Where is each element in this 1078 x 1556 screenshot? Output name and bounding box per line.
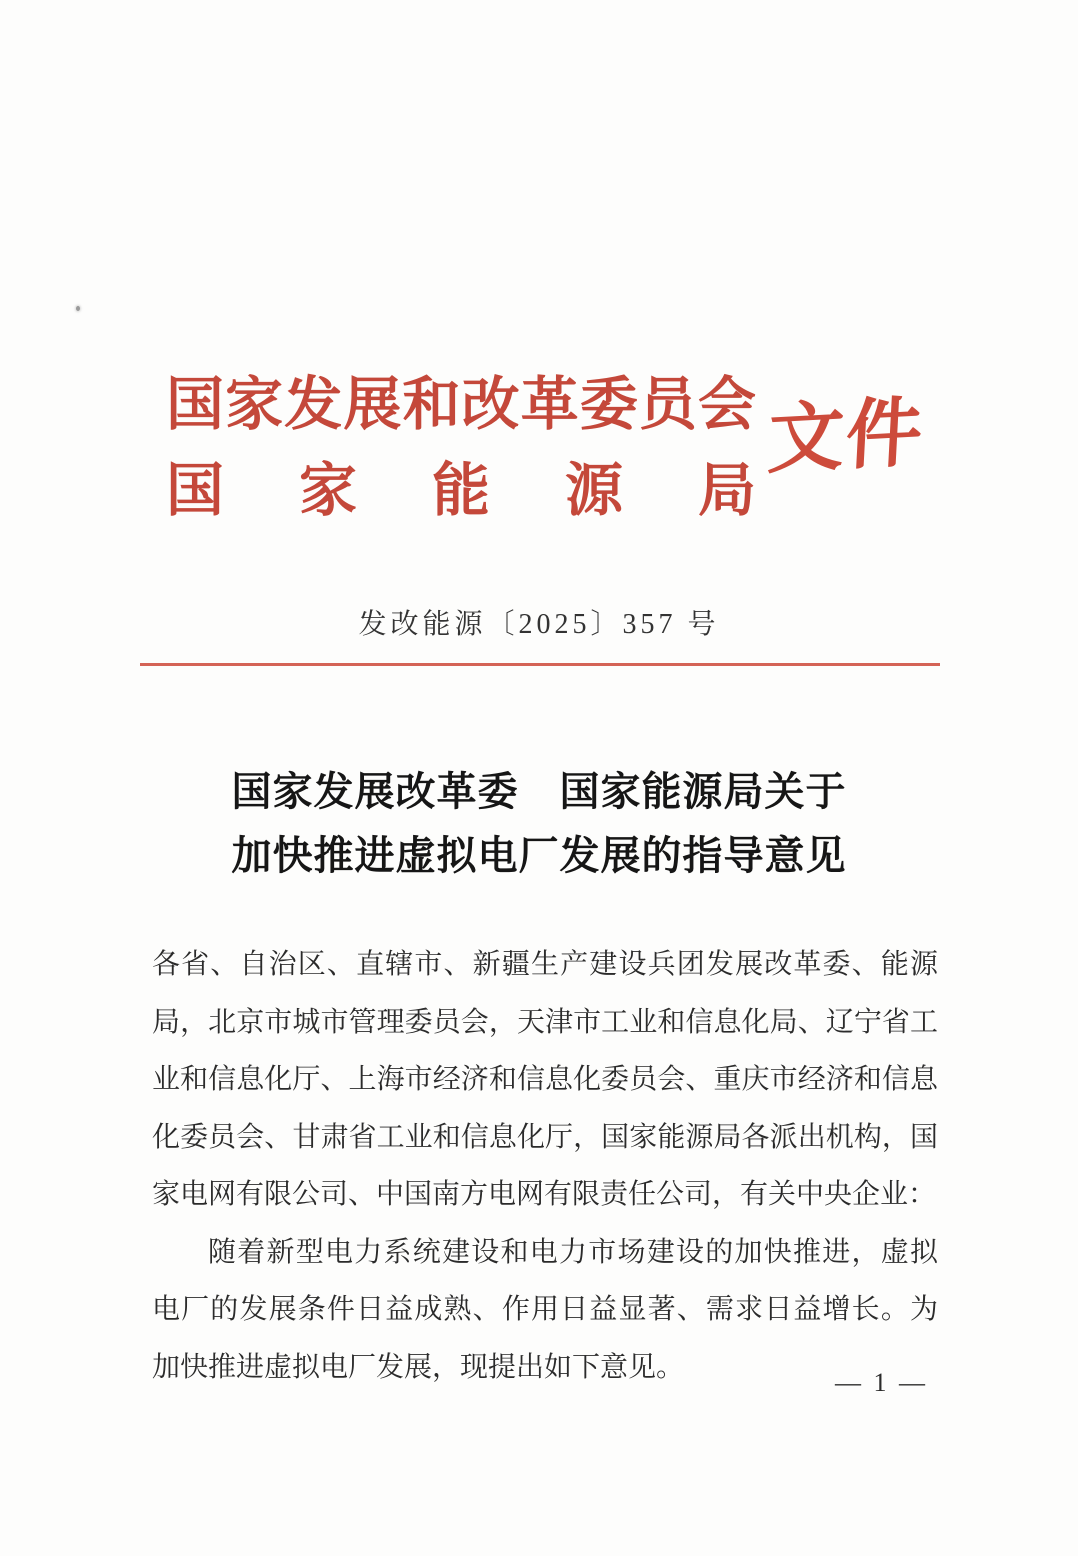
body-line: 局，北京市城市管理委员会，天津市工业和信息化局、辽宁省工 (152, 1006, 938, 1038)
scan-artifact (76, 306, 80, 311)
letterhead-doc-type-label: 文件 (765, 390, 927, 484)
letterhead-divider-rule (140, 663, 940, 666)
document-title-line-2: 加快推进虚拟电厂发展的指导意见 (231, 833, 847, 878)
body-line: 各省、自治区、直辖市、新疆生产建设兵团发展改革委、能源 (152, 949, 938, 980)
body-line: 随着新型电力系统建设和电力市场建设的加快推进，虚拟 (208, 1236, 938, 1268)
body-line: 加快推进虚拟电厂发展，现提出如下意见。 (152, 1351, 685, 1383)
letterhead-agency-line-2: 国家能源局 (166, 458, 756, 523)
document-number: 发改能源〔2025〕357 号 (358, 609, 720, 640)
letterhead-agency-line-1: 国家发展和改革委员会 (166, 372, 756, 437)
document-title-line-1: 国家发展改革委 国家能源局关于 (231, 769, 847, 814)
body-line: 业和信息化厅、上海市经济和信息化委员会、重庆市经济和信息 (152, 1064, 938, 1095)
body-text-block (152, 936, 938, 1396)
page-number: — 1 — (835, 1368, 928, 1397)
body-line: 化委员会、甘肃省工业和信息化厅，国家能源局各派出机构，国 (152, 1121, 938, 1153)
body-line: 家电网有限公司、中国南方电网有限责任公司，有关中央企业： (152, 1179, 937, 1210)
body-line: 电厂的发展条件日益成熟、作用日益显著、需求日益增长。为 (152, 1294, 938, 1325)
